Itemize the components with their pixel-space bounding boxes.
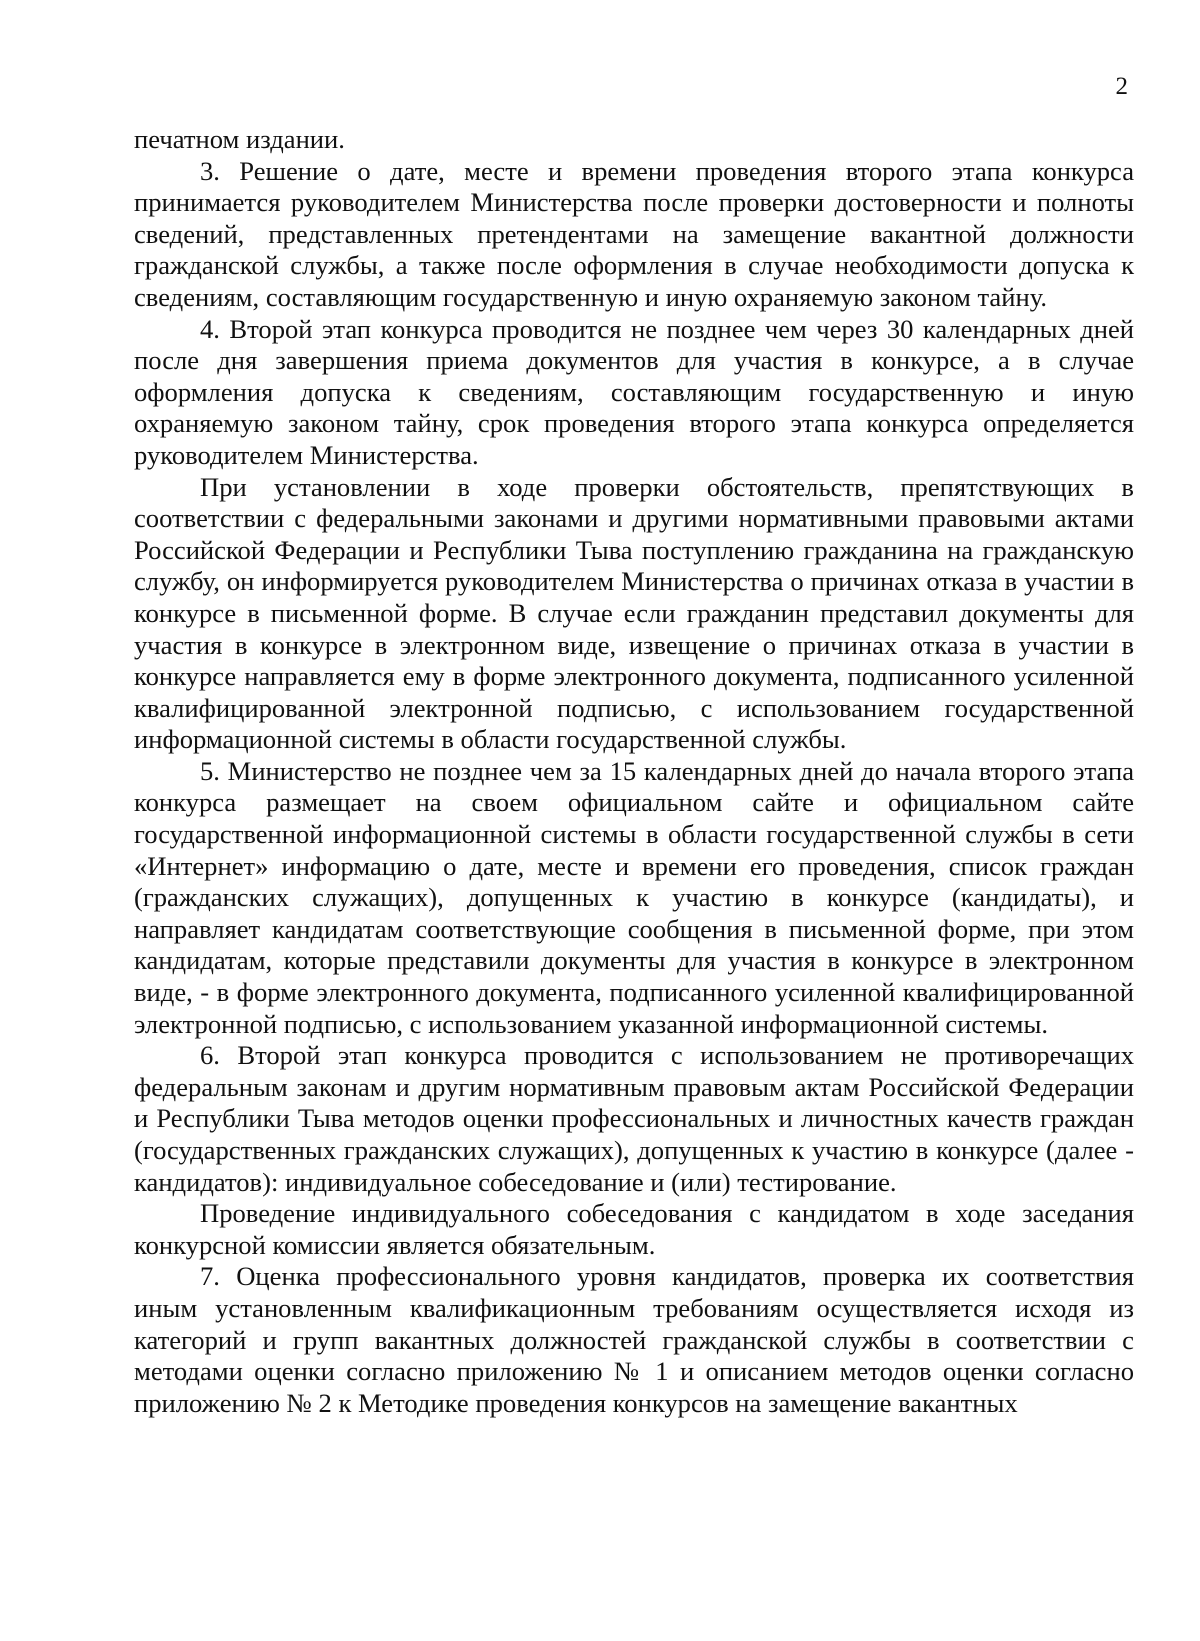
paragraph-item-3: 3. Решение о дате, месте и времени проведения второго этапа конкурса принимается руководителем Министерства после проверки достоверности и полноты сведений, представленных претендентами на замещение вакантной должности гражданской службы, а также после оформления в случае необходимости допуска к сведениям, составляющим государственную и иную охраняемую законом тайну. <box>134 155 1134 312</box>
page-number: 2 <box>1115 73 1128 100</box>
paragraph-item-7: 7. Оценка профессионального уровня кандидатов, проверка их соответствия иным установленным квалификационным требованиям осуществляется исходя из категорий и групп вакантных должностей гражданской службы в соответствии с методами оценки согласно приложению № 1 и описанием методов оценки согласно приложению № 2 к Методике проведения конкурсов на замещение вакантных <box>134 1261 1134 1418</box>
paragraph-interview-required: Проведение индивидуального собеседования с кандидатом в ходе заседания конкурсной комиссии является обязательным. <box>134 1198 1134 1260</box>
paragraph-item-6: 6. Второй этап конкурса проводится с использованием не противоречащих федеральным законам и другим нормативным правовым актам Российской Федерации и Республики Тыва методов оценки профессиональных и личностных качеств граждан (государственных гражданских служащих), допущенных к участию в конкурсе (далее - кандидатов): индивидуальное собеседование и (или) тестирование. <box>134 1040 1134 1197</box>
paragraph-continuation: печатном издании. <box>134 124 345 154</box>
paragraph-item-4: 4. Второй этап конкурса проводится не позднее чем через 30 календарных дней после дня завершения приема документов для участия в конкурсе, а в случае оформления допуска к сведениям, составляющим государственную и иную охраняемую законом тайну, срок проведения второго этапа конкурса определяется руководителем Министерства. <box>134 313 1134 470</box>
paragraph-item-5: 5. Министерство не позднее чем за 15 календарных дней до начала второго этапа конкурса размещает на своем официальном сайте и официальном сайте государственной информационной системы в области государственной службы в сети «Интернет» информацию о дате, месте и времени его проведения, список граждан (гражданских служащих), допущенных к участию в конкурсе (кандидаты), и направляет кандидатам соответствующие сообщения в письменной форме, при этом кандидатам, которые представили документы для участия в конкурсе в электронном виде, - в форме электронного документа, подписанного усиленной квалифицированной электронной подписью, с использованием указанной информационной системы. <box>134 755 1134 1039</box>
paragraph-refusal-notice: При установлении в ходе проверки обстоятельств, препятствующих в соответствии с федеральными законами и другими нормативными правовыми актами Российской Федерации и Республики Тыва поступлению гражданина на гражданскую службу, он информируется руководителем Министерства о причинах отказа в участии в конкурсе в письменной форме. В случае если гражданин представил документы для участия в конкурсе в электронном виде, извещение о причинах отказа в участии в конкурсе направляется ему в форме электронного документа, подписанного усиленной квалифицированной электронной подписью, с использованием государственной информационной системы в области государственной службы. <box>134 471 1134 755</box>
document-body <box>134 124 1134 1419</box>
